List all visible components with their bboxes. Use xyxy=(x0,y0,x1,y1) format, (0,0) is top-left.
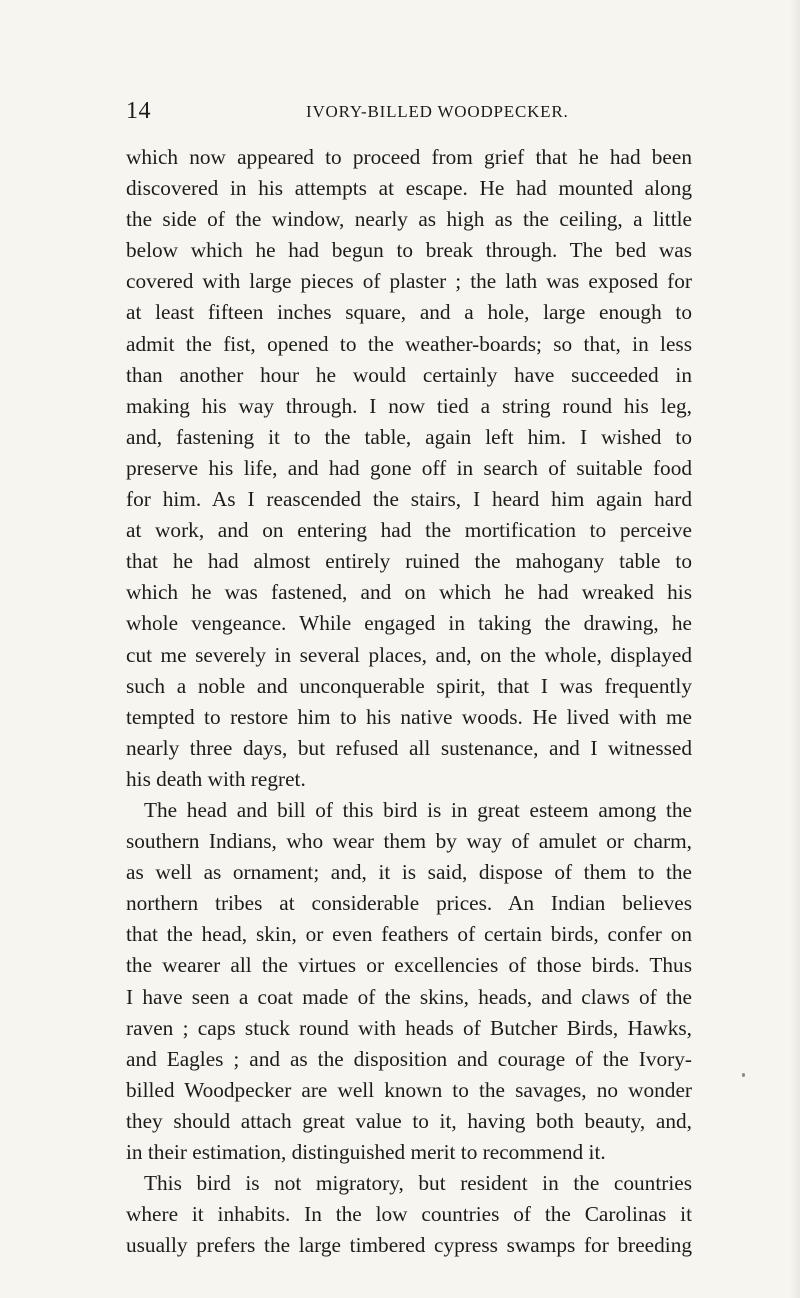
text-line: nearly three days, but refused all sustenance, and I witnessed xyxy=(126,735,692,760)
text-line: southern Indians, who wear them by way of amulet or charm, xyxy=(126,829,692,854)
text-line: which he was fastened, and on which he had wreaked his xyxy=(126,580,692,605)
text-line: whole vengeance. While engaged in taking the drawing, he xyxy=(126,611,692,636)
page-number: 14 xyxy=(126,98,151,124)
text-line: covered with large pieces of plaster ; the lath was exposed for xyxy=(126,269,692,294)
text-line: raven ; caps stuck round with heads of Butcher Birds, Hawks, xyxy=(126,1015,692,1040)
text-line: that he had almost entirely ruined the mahogany table to xyxy=(126,549,692,574)
text-line: than another hour he would certainly have succeeded in xyxy=(126,362,692,387)
text-line: cut me severely in several places, and, on the whole, displayed xyxy=(126,642,692,667)
text-line: tempted to restore him to his native woods. He lived with me xyxy=(126,704,692,729)
text-line: making his way through. I now tied a string round his leg, xyxy=(126,393,692,418)
paper-speck xyxy=(742,1073,745,1077)
text-line: such a noble and unconquerable spirit, that I was frequently xyxy=(126,673,692,698)
text-line: preserve his life, and had gone off in search of suitable food xyxy=(126,455,692,480)
text-line: that the head, skin, or even feathers of certain birds, confer on xyxy=(126,922,692,947)
text-line: his death with regret. xyxy=(126,766,306,791)
text-line: below which he had begun to break through. The bed was xyxy=(126,238,692,263)
text-line: I have seen a coat made of the skins, heads, and claws of the xyxy=(126,984,692,1009)
body-text xyxy=(126,142,692,1261)
text-line: at least fifteen inches square, and a hole, large enough to xyxy=(126,300,692,325)
text-line: northern tribes at considerable prices. An Indian believes xyxy=(126,891,692,916)
text-line: in their estimation, distinguished merit to recommend it. xyxy=(126,1140,606,1164)
text-line: where it inhabits. In the low countries of the Carolinas it xyxy=(126,1202,692,1227)
text-line: the wearer all the virtues or excellencies of those birds. Thus xyxy=(126,953,692,978)
text-line: usually prefers the large timbered cypress swamps for breeding xyxy=(126,1233,692,1258)
text-line: for him. As I reascended the stairs, I heard him again hard xyxy=(126,487,692,512)
running-head: IVORY-BILLED WOODPECKER. xyxy=(306,102,569,121)
text-line: and, fastening it to the table, again left him. I wished to xyxy=(126,424,692,449)
text-line: which now appeared to proceed from grief that he had been xyxy=(126,145,692,169)
paragraph-start-line: This bird is not migratory, but resident in the countries xyxy=(144,1171,692,1196)
text-line: as well as ornament; and, it is said, dispose of them to the xyxy=(126,860,692,885)
paragraph-start-line: The head and bill of this bird is in great esteem among the xyxy=(144,797,692,822)
text-line: discovered in his attempts at escape. He had mounted along xyxy=(126,176,692,201)
text-line: the side of the window, nearly as high as the ceiling, a little xyxy=(126,207,692,232)
text-line: and Eagles ; and as the disposition and courage of the Ivory- xyxy=(126,1046,692,1071)
page-edge-shadow xyxy=(790,0,800,1298)
text-line: admit the fist, opened to the weather-boards; so that, in less xyxy=(126,331,692,356)
text-line: at work, and on entering had the mortification to perceive xyxy=(126,518,692,543)
text-line: they should attach great value to it, having both beauty, and, xyxy=(126,1108,692,1133)
text-line: billed Woodpecker are well known to the savages, no wonder xyxy=(126,1077,692,1102)
